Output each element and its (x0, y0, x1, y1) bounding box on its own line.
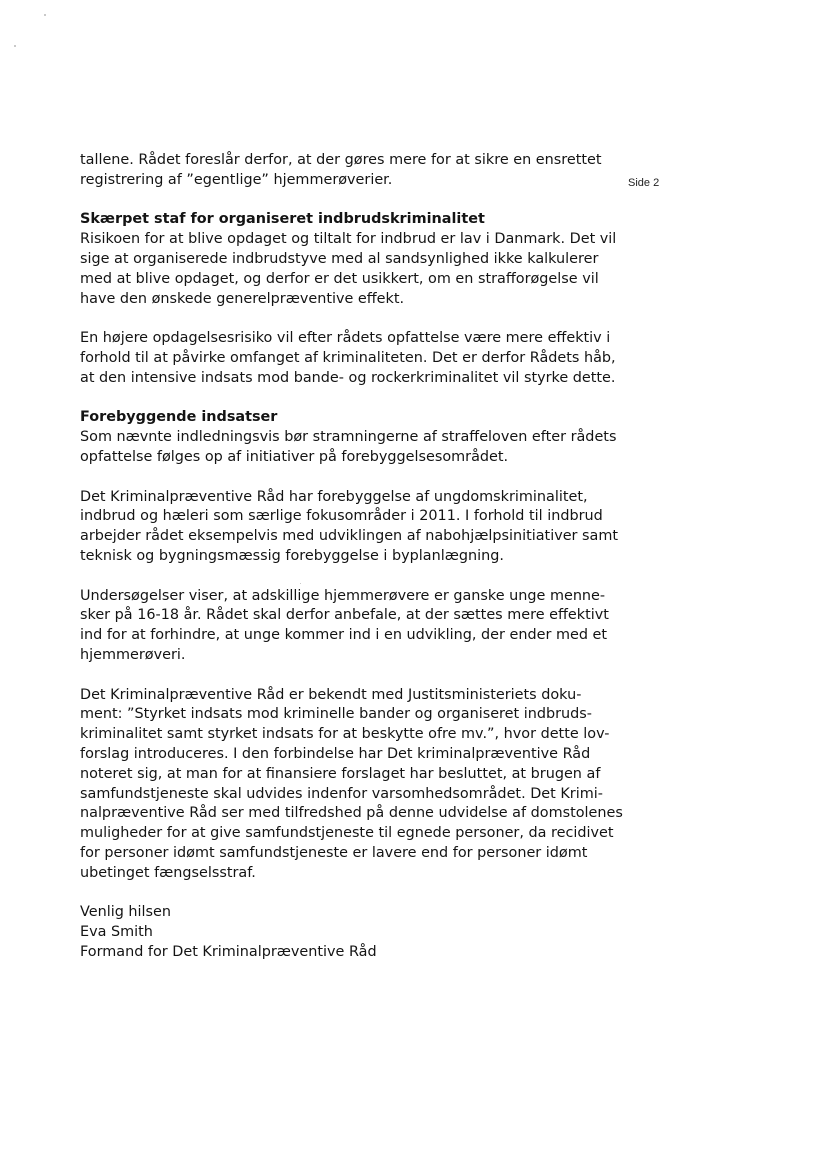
text-line: for personer idømt samfundstjeneste er lavere end for personer idømt (80, 844, 588, 861)
signature-block (80, 903, 625, 962)
text-line: indbrud og hæleri som særlige fokusområder i 2011. I forhold til indbrud (80, 508, 603, 525)
text-line: Som nævnte indledningsvis bør stramningerne af straffeloven efter rådets (80, 429, 617, 446)
letter-body (80, 151, 625, 963)
section-preventive-efforts (80, 408, 625, 467)
text-line: sige at organiserede indbrudstyve med al sandsynlighed ikke kalkulerer (80, 250, 599, 267)
paragraph-intro (80, 151, 625, 191)
signature-name: Eva Smith (80, 924, 153, 941)
scan-speck (44, 14, 46, 16)
paragraph-young-offenders (80, 587, 625, 666)
text-line: Risikoen for at blive opdaget og tiltalt for indbrud er lav i Danmark. Det vil (80, 231, 617, 248)
text-line: Det Kriminalpræventive Råd har forebyggelse af ungdomskriminalitet, (80, 488, 588, 505)
text-line: muligheder for at give samfundstjeneste til egnede personer, da recidivet (80, 825, 614, 842)
text-line: noteret sig, at man for at finansiere forslaget har besluttet, at brugen af (80, 765, 601, 782)
text-line: registrering af ”egentlige” hjemmerøverier. (80, 171, 393, 188)
signature-title: Formand for Det Kriminalpræventive Råd (80, 943, 377, 960)
signature-greeting: Venlig hilsen (80, 904, 171, 921)
page-number-label: Side 2 (628, 177, 660, 189)
paragraph-focus-areas (80, 488, 625, 567)
text-line: have den ønskede generelpræventive effekt. (80, 290, 405, 307)
text-line: teknisk og bygningsmæssig forebyggelse i byplanlægning. (80, 547, 504, 564)
text-line: sker på 16-18 år. Rådet skal derfor anbefale, at der sættes mere effektivt (80, 607, 609, 624)
section-heading: Forebyggende indsatser (80, 409, 278, 426)
text-line: samfundstjeneste skal udvides indenfor varsomhedsområdet. Det Krimi- (80, 785, 603, 802)
paragraph-community-service (80, 686, 625, 884)
text-line: hjemmerøveri. (80, 646, 186, 663)
text-line: forslag introduceres. I den forbindelse har Det kriminalpræventive Råd (80, 745, 591, 762)
text-line: med at blive opdaget, og derfor er det usikkert, om en strafforøgelse vil (80, 270, 599, 287)
section-organised-burglary (80, 210, 625, 309)
text-line: forhold til at påvirke omfanget af kriminaliteten. Det er derfor Rådets håb, (80, 349, 616, 366)
text-line: opfattelse følges op af initiativer på forebyggelsesområdet. (80, 448, 509, 465)
scan-speck (14, 45, 16, 47)
text-line: nalpræventive Råd ser med tilfredshed på denne udvidelse af domstolenes (80, 805, 623, 822)
text-line: Det Kriminalpræventive Råd er bekendt med Justitsministeriets doku- (80, 686, 582, 703)
text-line: ment: ”Styrket indsats mod kriminelle bander og organiseret indbruds- (80, 706, 592, 723)
text-line: Undersøgelser viser, at adskillige hjemmerøvere er ganske unge menne- (80, 587, 606, 604)
text-line: ind for at forhindre, at unge kommer ind i en udvikling, der ender med et (80, 627, 608, 644)
text-line: kriminalitet samt styrket indsats for at beskytte ofre mv.”, hvor dette lov- (80, 726, 610, 743)
text-line: ubetinget fængselsstraf. (80, 864, 256, 881)
text-line: arbejder rådet eksempelvis med udviklingen af nabohjælpsinitiativer samt (80, 528, 619, 545)
text-line: En højere opdagelsesrisiko vil efter rådets opfattelse være mere effektiv i (80, 330, 611, 347)
paragraph-detection-risk (80, 329, 625, 388)
text-line: tallene. Rådet foreslår derfor, at der gøres mere for at sikre en ensrettet (80, 152, 602, 168)
text-line: at den intensive indsats mod bande- og rockerkriminalitet vil styrke dette. (80, 369, 616, 386)
section-heading: Skærpet staf for organiseret indbrudskriminalitet (80, 211, 485, 228)
